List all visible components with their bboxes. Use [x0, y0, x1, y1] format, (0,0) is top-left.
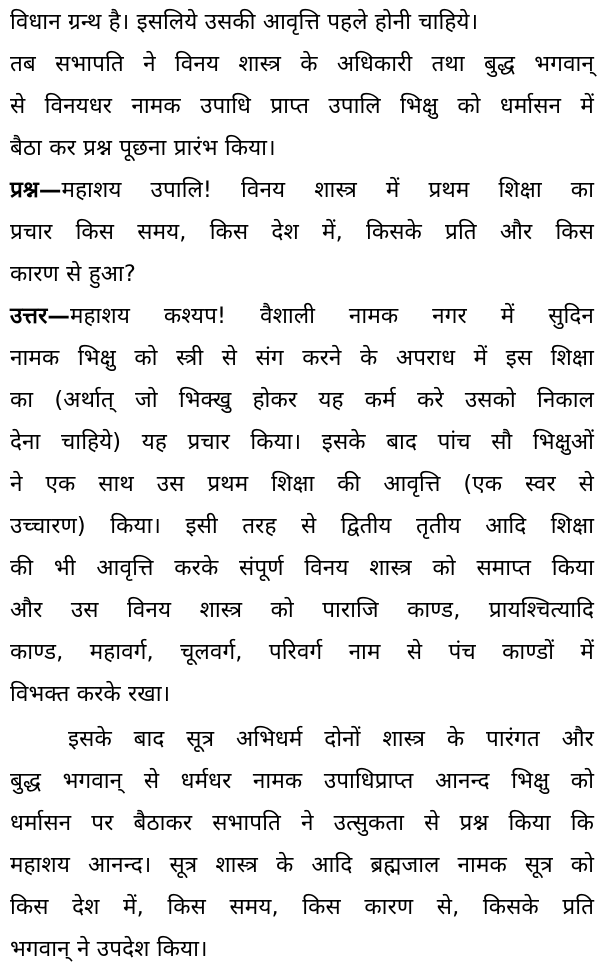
line-text: काण्ड, महावर्ग, चूलवर्ग, परिवर्ग नाम से पंच काण्डों में	[10, 639, 594, 665]
line-text: किस देश में, किस समय, किस कारण से, किसके प्रति	[10, 894, 594, 920]
text-line	[10, 42, 594, 86]
line-text: इसके बाद सूत्र अभिधर्म दोनों शास्त्र के पारंगत और	[68, 726, 594, 752]
line-text: महाशय उपालि! विनय शास्त्र में प्रथम शिक्षा का	[61, 177, 594, 203]
text-line	[10, 336, 594, 380]
line-text: महाशय आनन्द। सूत्र शास्त्र के आदि ब्रह्मजाल नामक सूत्र को	[10, 852, 594, 878]
line-text: महाशय कश्यप! वैशाली नामक नगर में सुदिन	[69, 303, 594, 329]
text-line	[10, 378, 594, 422]
line-text: कारण से हुआ?	[10, 261, 136, 287]
line-text: नामक भिक्षु को स्त्री से संग करने के अपराध में इस शिक्षा	[10, 345, 594, 371]
text-line	[10, 672, 594, 716]
text-line	[10, 0, 594, 44]
answer-label: उत्तर—	[10, 303, 70, 329]
question-label: प्रश्न—	[10, 177, 62, 203]
line-text: विभक्त करके रखा।	[10, 681, 171, 707]
text-line	[10, 801, 594, 845]
line-text: उच्चारण) किया। इसी तरह से द्वितीय तृतीय आदि शिक्षा	[10, 513, 594, 539]
line-text: बैठा कर प्रश्न पूछना प्रारंभ किया।	[10, 135, 276, 161]
line-text: का (अर्थात् जो भिक्खु होकर यह कर्म करे उसको निकाल	[10, 387, 594, 413]
question-line	[10, 168, 594, 212]
text-line	[10, 885, 594, 929]
line-text: और उस विनय शास्त्र को पाराजि काण्ड, प्रायश्चित्यादि	[10, 597, 594, 623]
text-line	[10, 843, 594, 887]
text-line	[10, 759, 594, 803]
line-text: से विनयधर नामक उपाधि प्राप्त उपालि भिक्षु को धर्मासन में	[10, 93, 594, 119]
line-text: देना चाहिये) यह प्रचार किया। इसके बाद पांच सौ भिक्षुओं	[10, 429, 594, 455]
line-text: ने एक साथ उस प्रथम शिक्षा की आवृत्ति (एक स्वर से	[10, 471, 594, 497]
text-line	[10, 126, 594, 170]
line-text: तब सभापति ने विनय शास्त्र के अधिकारी तथा बुद्ध भगवान्	[10, 51, 594, 77]
line-text: बुद्ध भगवान् से धर्मधर नामक उपाधिप्राप्त आनन्द भिक्षु को	[10, 768, 594, 794]
text-line	[10, 927, 594, 971]
text-line	[10, 630, 594, 674]
text-line	[10, 252, 594, 296]
text-line	[10, 588, 594, 632]
text-line	[10, 504, 594, 548]
line-text: प्रचार किस समय, किस देश में, किसके प्रति और किस	[10, 219, 594, 245]
document-page	[10, 0, 598, 975]
line-text: भगवान् ने उपदेश किया।	[10, 936, 208, 962]
answer-line	[10, 294, 594, 338]
text-line	[10, 210, 594, 254]
paragraph-first-line	[10, 717, 594, 761]
line-text: की भी आवृत्ति करके संपूर्ण विनय शास्त्र को समाप्त किया	[10, 555, 594, 581]
text-line	[10, 546, 594, 590]
text-line	[10, 462, 594, 506]
text-line	[10, 84, 594, 128]
line-text: धर्मासन पर बैठाकर सभापति ने उत्सुकता से प्रश्न किया कि	[10, 810, 594, 836]
text-line	[10, 420, 594, 464]
line-text: विधान ग्रन्थ है। इसलिये उसकी आवृत्ति पहले होनी चाहिये।	[10, 9, 479, 35]
